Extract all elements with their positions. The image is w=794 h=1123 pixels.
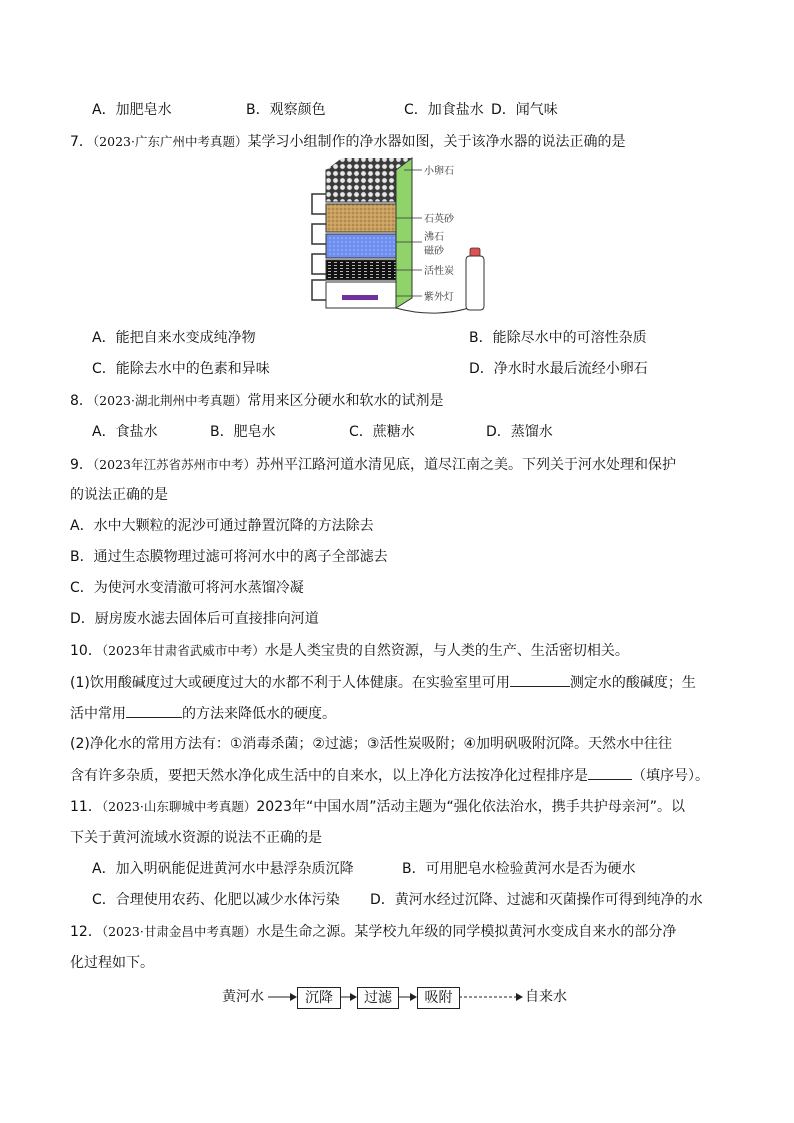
q11-option-c: C．合理使用农药、化肥以减少水体污染 (92, 892, 340, 908)
q8-number: 8． (70, 393, 93, 409)
q11-question (70, 797, 685, 817)
q7-option-a: A．能把自来水变成纯净物 (92, 330, 256, 346)
flow-end: 自来水 (525, 989, 567, 1005)
q6-option-a: A．加肥皂水 (92, 102, 172, 118)
q7-option-c: C．能除去水中的色素和异味 (92, 361, 270, 377)
q8-option-d: D．蒸馏水 (486, 424, 553, 440)
q12-question (70, 922, 676, 942)
flow-start: 黄河水 (222, 989, 264, 1005)
q11-source: （2023·山东聊城中考真题） (101, 799, 257, 814)
q10-source: （2023年甘肃省武威市中考） (101, 643, 265, 658)
flow-step-sedimentation: 沉降 (297, 987, 341, 1009)
q7-source: （2023·广东广州中考真题） (92, 134, 248, 149)
q11-option-a: A．加入明矾能促进黄河水中悬浮杂质沉降 (92, 861, 354, 877)
q9-option-c: C．为使河水变清澈可将河水蒸馏冷凝 (70, 580, 304, 596)
q7-option-d: D．净水时水最后流经小卵石 (469, 361, 648, 377)
q9-source: （2023年江苏省苏州市中考） (92, 457, 256, 472)
q8-option-c: C．蔗糖水 (349, 424, 415, 440)
label-magnetic-sand: 磁砂 (424, 246, 444, 257)
q12-stem-line2: 化过程如下。 (70, 955, 154, 971)
q10-number: 10． (70, 643, 102, 659)
q8-source: （2023·湖北荆州中考真题） (92, 393, 248, 408)
q8-option-b: B．肥皂水 (210, 424, 276, 440)
q9-option-d: D．厨房废水滤去固体后可直接排向河道 (70, 611, 319, 627)
q10-part2-line2 (70, 765, 709, 786)
q11-option-d: D．黄河水经过沉降、过滤和灭菌操作可得到纯净的水 (370, 892, 703, 908)
q8-question (70, 391, 443, 411)
label-quartz-sand: 石英砂 (424, 214, 454, 225)
label-uv-lamp: 紫外灯 (424, 292, 454, 303)
q10-part1-line2 (70, 703, 336, 724)
q10-p1-text-b: 测定水的酸碱度；生 (569, 675, 696, 691)
q10-stem: 水是人类宝贵的自然资源，与人类的生产、生活密切相关。 (264, 643, 629, 659)
q10-p2-text-b: 含有许多杂质，要把天然水净化成生活中的自来水，以上净化方法按净化过程排序是 (70, 768, 588, 784)
q11-stem-line1: 2023年“中国水周”活动主题为“强化依法治水，携手共护母亲河”。以 (256, 799, 686, 815)
q6-option-b: B．观察颜色 (246, 102, 326, 118)
q10-p1-text-d: 的方法来降低水的硬度。 (182, 706, 336, 722)
q8-option-a: A．食盐水 (92, 424, 158, 440)
q12-stem-line1: 水是生命之源。某学校九年级的同学模拟黄河水变成自来水的部分净 (256, 924, 677, 940)
label-zeolite: 沸石 (424, 232, 444, 243)
q7-question (70, 132, 625, 152)
q10-p2-text-c: （填序号）。 (632, 768, 709, 784)
q7-stem: 某学习小组制作的净水器如图，关于该净水器的说法正确的是 (247, 134, 626, 150)
q7-number: 7． (70, 134, 93, 150)
label-activated-carbon: 活性炭 (424, 266, 454, 277)
q8-stem: 常用来区分硬水和软水的试剂是 (247, 393, 444, 409)
answer-blank-3[interactable] (588, 765, 632, 780)
label-pebbles: 小卵石 (424, 166, 454, 177)
q9-number: 9． (70, 457, 93, 473)
q7-option-b: B．能除尽水中的可溶性杂质 (469, 330, 647, 346)
q10-p1-text-a: (1)饮用酸碱度过大或硬度过大的水都不利于人体健康。在实验室里可用 (70, 675, 510, 691)
q11-option-b: B．可用肥皂水检验黄河水是否为硬水 (402, 861, 636, 877)
q11-number: 11． (70, 799, 102, 815)
q10-question (70, 641, 629, 661)
q10-p1-text-c: 活中常用 (70, 706, 126, 722)
q6-option-c: C．加食盐水 (404, 102, 484, 118)
q10-part2-line1: (2)净化水的常用方法有：①消毒杀菌；②过滤；③活性炭吸附；④加明矾吸附沉降。天然水中往往 (70, 736, 673, 752)
flow-step-filtration: 过滤 (357, 987, 399, 1009)
q6-option-d: D．闻气味 (491, 102, 558, 118)
q9-stem-line2: 的说法正确的是 (70, 487, 168, 503)
q9-stem-line1: 苏州平江路河道水清见底，道尽江南之美。下列关于河水处理和保护 (255, 457, 676, 473)
q12-number: 12． (70, 924, 102, 940)
water-purifier-figure (304, 156, 504, 316)
q10-part1-line1 (70, 672, 696, 693)
q12-source: （2023·甘肃金昌中考真题） (101, 924, 257, 939)
q9-option-b: B．通过生态膜物理过滤可将河水中的离子全部滤去 (70, 549, 388, 565)
flow-step-adsorption: 吸附 (417, 987, 460, 1009)
q9-question (70, 455, 676, 475)
answer-blank-2[interactable] (126, 703, 182, 718)
q9-option-a: A．水中大颗粒的泥沙可通过静置沉降的方法除去 (70, 518, 374, 534)
answer-blank-1[interactable] (510, 672, 570, 687)
q11-stem-line2: 下关于黄河流域水资源的说法不正确的是 (70, 830, 322, 846)
